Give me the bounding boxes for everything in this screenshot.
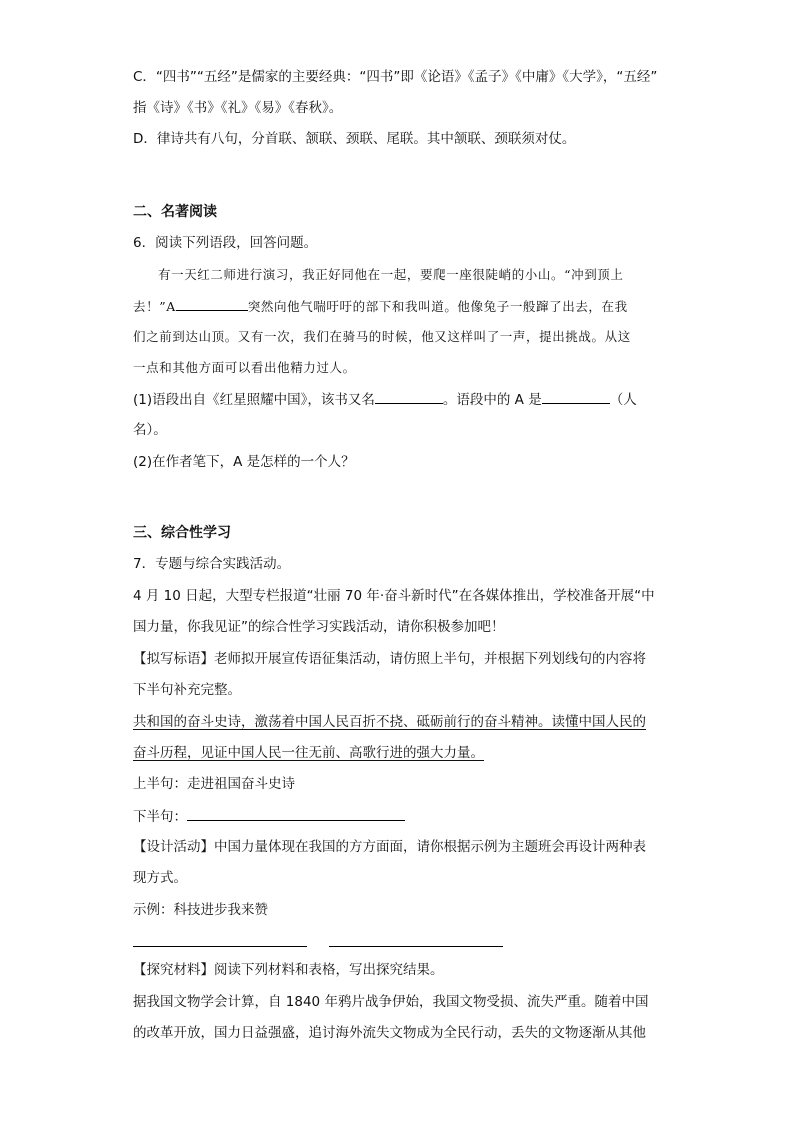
design-example: 示例：科技进步我来赞 — [133, 902, 268, 918]
section-heading-comprehensive: 三、综合性学习 — [133, 525, 231, 541]
answer-line-design-2[interactable] — [329, 946, 503, 947]
q6-sub1-text: (1)语段出自《红星照耀中国》，该书又名 — [133, 392, 375, 408]
upper-half-sentence: 上半句：走进祖国奋斗史诗 — [133, 776, 295, 792]
q6-stem: 6．阅读下列语段，回答问题。 — [133, 235, 318, 251]
q6-sub1 — [133, 389, 637, 410]
task-explore-line1: 【探究材料】阅读下列材料和表格，写出探究结果。 — [133, 962, 444, 978]
task-slogan-line2: 下半句补充完整。 — [133, 682, 241, 698]
section-heading-reading: 二、名著阅读 — [133, 204, 217, 220]
q5-option-c-line1: C．“四书”“五经”是儒家的主要经典：“四书”即《论语》《孟子》《中庸》《大学》，“五经” — [133, 69, 658, 85]
passage-text: 突然向他气喘吁吁的部下和我叫道。他像兔子一般蹿了出去，在我 — [247, 299, 628, 314]
q6-sub1-cont: 名）。 — [133, 422, 167, 438]
q7-intro-line1: 4 月 10 日起，大型专栏报道“壮丽 70 年·奋斗新时代”在各媒体推出，学校准备开展“中 — [133, 588, 655, 604]
q6-sub1-text: 。语段中的 A 是 — [442, 392, 542, 408]
q7-intro-line2: 国力量，你我见证”的综合性学习实践活动，请你积极参加吧！ — [133, 619, 505, 635]
passage-line: 们之前到达山顶。又有一次，我们在骑马的时候，他又这样叫了一声，提出挑战。从这 — [133, 329, 631, 344]
task-design-line1: 【设计活动】中国力量体现在我国的方方面面，请你根据示例为主题班会再设计两种表 — [133, 839, 646, 855]
material-line: 的改革开放，国力日益强盛，追讨海外流失文物成为全民行动，丢失的文物逐渐从其他 — [133, 1025, 646, 1041]
q5-option-c-line2: 指《诗》《书》《礼》《易》《春秋》。 — [133, 100, 343, 116]
passage-text: 去！”A — [133, 299, 176, 314]
passage-line: 一点和其他方面可以看出他精力过人。 — [133, 360, 356, 375]
material-line: 据我国文物学会计算，自 1840 年鸦片战争伊始，我国文物受损、流失严重。随着中国 — [133, 994, 649, 1010]
q5-option-d: D．律诗共有八句，分首联、颔联、颈联、尾联。其中颔联、颈联须对仗。 — [133, 131, 576, 147]
lower-half-sentence — [133, 806, 405, 827]
q6-sub1-text: （人 — [609, 392, 637, 408]
lower-half-label: 下半句： — [133, 809, 187, 825]
passage-line — [133, 296, 628, 317]
answer-blank-lower-half[interactable] — [187, 806, 405, 821]
task-slogan-line1: 【拟写标语】老师拟开展宣传语征集活动，请仿照上半句，并根据下列划线句的内容将 — [133, 651, 646, 667]
answer-blank-person-name[interactable] — [542, 389, 610, 404]
underlined-sentence: 奋斗历程，见证中国人民一往无前、高歌行进的强大力量。 — [133, 745, 484, 761]
task-design-line2: 现方式。 — [133, 870, 187, 886]
underlined-sentence: 共和国的奋斗史诗，激荡着中国人民百折不挠、砥砺前行的奋斗精神。读懂中国人民的 — [133, 714, 646, 730]
passage-line: 有一天红二师进行演习，我正好同他在一起，要爬一座很陡峭的小山。“冲到顶上 — [158, 267, 624, 282]
answer-blank-a[interactable] — [176, 296, 248, 311]
q7-stem: 7．专题与综合实践活动。 — [133, 556, 291, 572]
answer-blank-book-name[interactable] — [375, 389, 443, 404]
q6-sub2: (2)在作者笔下，A 是怎样的一个人？ — [133, 454, 355, 470]
answer-line-design-1[interactable] — [133, 946, 307, 947]
